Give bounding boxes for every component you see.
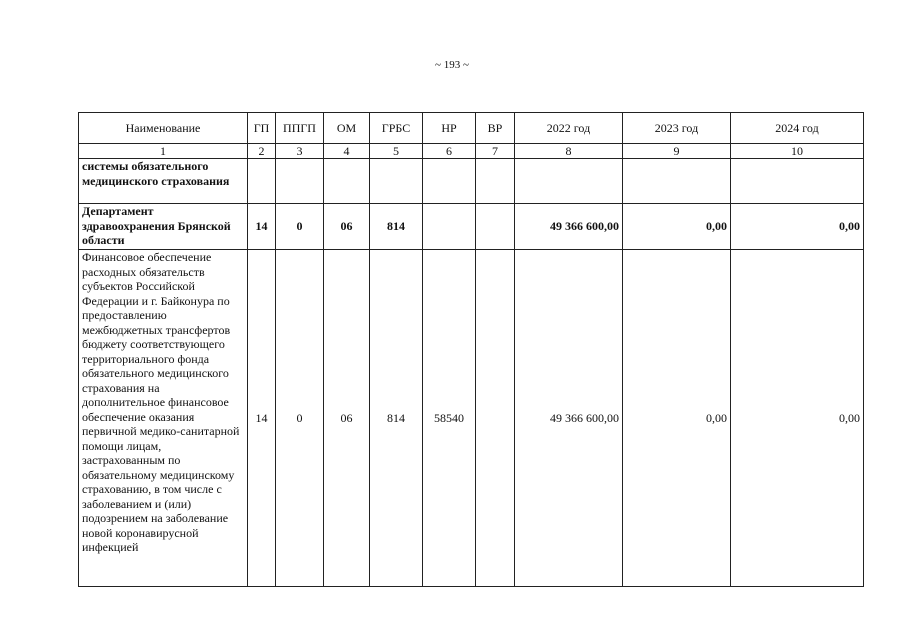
column-number: 2 <box>248 144 276 159</box>
table-row <box>79 204 864 250</box>
cell-om: 06 <box>324 250 370 587</box>
column-number: 4 <box>324 144 370 159</box>
cell-2023 <box>623 159 731 204</box>
cell-nr <box>423 204 476 250</box>
header-name: Наименование <box>79 113 248 144</box>
cell-gp: 14 <box>248 204 276 250</box>
budget-table <box>78 112 864 587</box>
cell-nr: 58540 <box>423 250 476 587</box>
cell-2022: 49 366 600,00 <box>515 204 623 250</box>
cell-grbs: 814 <box>370 204 423 250</box>
row-name: Департамент здравоохранения Брянской области <box>79 204 248 250</box>
cell-2023: 0,00 <box>623 204 731 250</box>
cell-2024: 0,00 <box>731 204 864 250</box>
cell-gp <box>248 159 276 204</box>
cell-2022: 49 366 600,00 <box>515 250 623 587</box>
header-2022: 2022 год <box>515 113 623 144</box>
column-number: 5 <box>370 144 423 159</box>
column-number: 8 <box>515 144 623 159</box>
row-name: Финансовое обеспечение расходных обязательств субъектов Российской Федерации и г. Байконура по предоставлению межбюджетных трансфертов бюджету соответствующего территориального фонда обязательного медицинского страхования на дополнительное финансовое обеспечение оказания первичной медико-санитарной помощи лицам, застрахованным по обязательному медицинскому страхованию, в том числе с заболеванием и (или) подозрением на заболевание новой коронавирусной инфекцией <box>79 250 248 587</box>
cell-om: 06 <box>324 204 370 250</box>
column-number: 9 <box>623 144 731 159</box>
page-number: ~ 193 ~ <box>435 59 469 71</box>
header-ppgp: ППГП <box>276 113 324 144</box>
header-nr: НР <box>423 113 476 144</box>
table-row <box>79 250 864 587</box>
cell-vr <box>476 250 515 587</box>
cell-ppgp: 0 <box>276 250 324 587</box>
cell-grbs: 814 <box>370 250 423 587</box>
cell-gp: 14 <box>248 250 276 587</box>
cell-ppgp: 0 <box>276 204 324 250</box>
cell-vr <box>476 159 515 204</box>
header-om: ОМ <box>324 113 370 144</box>
cell-2024: 0,00 <box>731 250 864 587</box>
header-vr: ВР <box>476 113 515 144</box>
header-row <box>79 113 864 144</box>
cell-vr <box>476 204 515 250</box>
cell-nr <box>423 159 476 204</box>
table-row <box>79 159 864 204</box>
column-number: 7 <box>476 144 515 159</box>
header-2024: 2024 год <box>731 113 864 144</box>
column-number: 1 <box>79 144 248 159</box>
column-number-row <box>79 144 864 159</box>
cell-2023: 0,00 <box>623 250 731 587</box>
column-number: 3 <box>276 144 324 159</box>
row-name: системы обязательного медицинского страхования <box>79 159 248 204</box>
column-number: 6 <box>423 144 476 159</box>
cell-ppgp <box>276 159 324 204</box>
cell-2022 <box>515 159 623 204</box>
cell-grbs <box>370 159 423 204</box>
header-gp: ГП <box>248 113 276 144</box>
header-grbs: ГРБС <box>370 113 423 144</box>
cell-2024 <box>731 159 864 204</box>
cell-om <box>324 159 370 204</box>
header-2023: 2023 год <box>623 113 731 144</box>
column-number: 10 <box>731 144 864 159</box>
